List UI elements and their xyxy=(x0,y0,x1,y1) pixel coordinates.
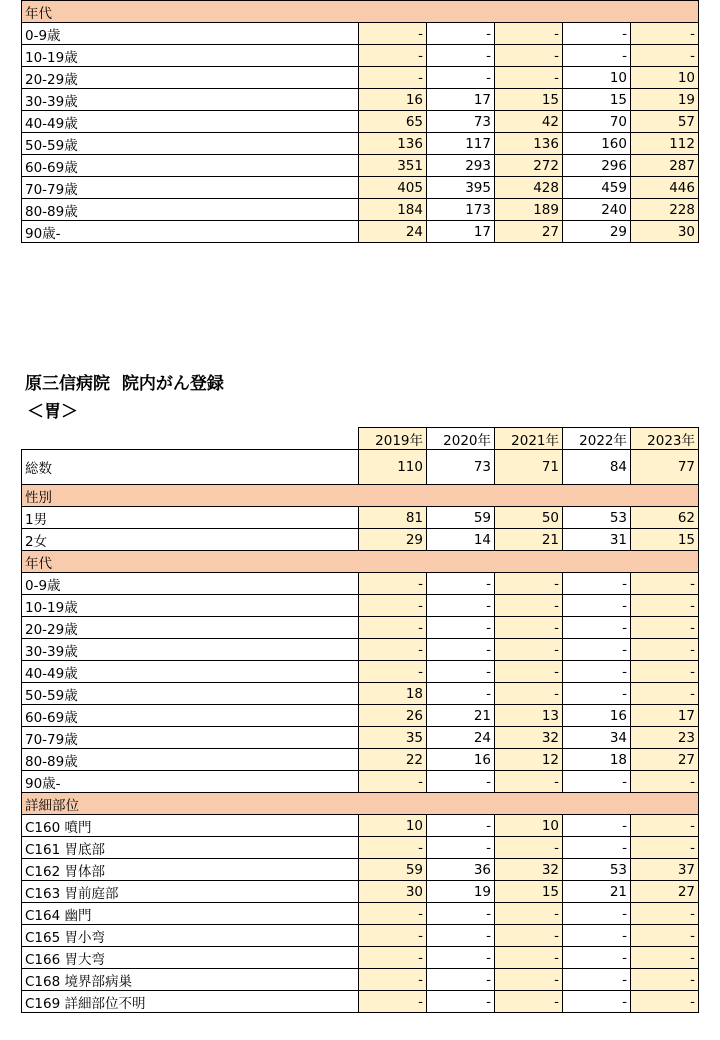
value-cell: - xyxy=(359,639,427,661)
value-cell: 73 xyxy=(427,450,495,485)
value-cell: - xyxy=(631,639,699,661)
value-cell: 189 xyxy=(495,199,563,221)
report-title xyxy=(25,370,224,426)
value-cell: 30 xyxy=(359,881,427,903)
row-label: 0-9歳 xyxy=(22,573,359,595)
value-cell: - xyxy=(427,947,495,969)
value-cell: 53 xyxy=(563,859,631,881)
value-cell: 10 xyxy=(495,815,563,837)
value-cell: 17 xyxy=(631,705,699,727)
value-cell: - xyxy=(359,991,427,1013)
value-cell: - xyxy=(631,45,699,67)
row-label: 90歳- xyxy=(22,221,359,243)
table-row xyxy=(22,947,699,969)
value-cell: 272 xyxy=(495,155,563,177)
value-cell: - xyxy=(563,815,631,837)
value-cell: - xyxy=(427,67,495,89)
row-label: 2女 xyxy=(22,529,359,551)
value-cell: - xyxy=(359,925,427,947)
row-label: 50-59歳 xyxy=(22,683,359,705)
year-header-row xyxy=(22,428,699,450)
value-cell: - xyxy=(427,683,495,705)
table-row xyxy=(22,111,699,133)
value-cell: - xyxy=(495,661,563,683)
value-cell: 31 xyxy=(563,529,631,551)
table-row xyxy=(22,639,699,661)
row-label: C165 胃小弯 xyxy=(22,925,359,947)
value-cell: - xyxy=(563,683,631,705)
table-row xyxy=(22,199,699,221)
table-row xyxy=(22,221,699,243)
section-header-row xyxy=(22,1,699,23)
value-cell: 228 xyxy=(631,199,699,221)
value-cell: 70 xyxy=(563,111,631,133)
table-row xyxy=(22,450,699,485)
value-cell: 293 xyxy=(427,155,495,177)
value-cell: 19 xyxy=(427,881,495,903)
value-cell: 16 xyxy=(563,705,631,727)
value-cell: - xyxy=(495,617,563,639)
value-cell: 24 xyxy=(359,221,427,243)
value-cell: 17 xyxy=(427,89,495,111)
value-cell: - xyxy=(359,23,427,45)
value-cell: - xyxy=(495,925,563,947)
table-row xyxy=(22,771,699,793)
value-cell: 59 xyxy=(427,507,495,529)
table-row xyxy=(22,727,699,749)
value-cell: - xyxy=(495,683,563,705)
value-cell: - xyxy=(495,67,563,89)
row-label: 0-9歳 xyxy=(22,23,359,45)
value-cell: - xyxy=(563,639,631,661)
value-cell: 112 xyxy=(631,133,699,155)
value-cell: - xyxy=(631,815,699,837)
row-label: C160 噴門 xyxy=(22,815,359,837)
value-cell: - xyxy=(427,661,495,683)
table-row xyxy=(22,859,699,881)
value-cell: - xyxy=(427,969,495,991)
value-cell: - xyxy=(427,639,495,661)
value-cell: 32 xyxy=(495,859,563,881)
row-label: 20-29歳 xyxy=(22,617,359,639)
value-cell: - xyxy=(495,837,563,859)
value-cell: 37 xyxy=(631,859,699,881)
value-cell: 29 xyxy=(359,529,427,551)
row-label: 60-69歳 xyxy=(22,705,359,727)
table-row xyxy=(22,45,699,67)
value-cell: 15 xyxy=(563,89,631,111)
row-label: 70-79歳 xyxy=(22,177,359,199)
value-cell: 35 xyxy=(359,727,427,749)
value-cell: 296 xyxy=(563,155,631,177)
value-cell: 21 xyxy=(563,881,631,903)
value-cell: 15 xyxy=(631,529,699,551)
value-cell: 27 xyxy=(631,749,699,771)
row-label: 50-59歳 xyxy=(22,133,359,155)
value-cell: - xyxy=(563,925,631,947)
value-cell: - xyxy=(427,815,495,837)
value-cell: - xyxy=(427,837,495,859)
value-cell: 84 xyxy=(563,450,631,485)
value-cell: 30 xyxy=(631,221,699,243)
hospital-title: 原三信病院 院内がん登録 xyxy=(25,374,224,394)
value-cell: - xyxy=(563,661,631,683)
value-cell: - xyxy=(359,573,427,595)
table-row xyxy=(22,683,699,705)
value-cell: - xyxy=(563,45,631,67)
value-cell: 73 xyxy=(427,111,495,133)
value-cell: - xyxy=(631,661,699,683)
value-cell: 36 xyxy=(427,859,495,881)
year-header: 2020年 xyxy=(427,428,495,450)
value-cell: 18 xyxy=(563,749,631,771)
table-row xyxy=(22,529,699,551)
section-header: 性別 xyxy=(22,485,699,507)
row-label: 10-19歳 xyxy=(22,595,359,617)
value-cell: 15 xyxy=(495,89,563,111)
section-header-row xyxy=(22,485,699,507)
value-cell: - xyxy=(495,947,563,969)
value-cell: 287 xyxy=(631,155,699,177)
value-cell: - xyxy=(427,45,495,67)
value-cell: 184 xyxy=(359,199,427,221)
value-cell: - xyxy=(631,771,699,793)
value-cell: 136 xyxy=(495,133,563,155)
value-cell: 71 xyxy=(495,450,563,485)
value-cell: - xyxy=(359,67,427,89)
value-cell: 42 xyxy=(495,111,563,133)
row-label: C161 胃底部 xyxy=(22,837,359,859)
value-cell: 16 xyxy=(427,749,495,771)
row-label: 70-79歳 xyxy=(22,727,359,749)
section-header: 詳細部位 xyxy=(22,793,699,815)
value-cell: - xyxy=(631,595,699,617)
year-header: 2022年 xyxy=(563,428,631,450)
table-row xyxy=(22,23,699,45)
value-cell: - xyxy=(359,969,427,991)
value-cell: - xyxy=(563,991,631,1013)
value-cell: 12 xyxy=(495,749,563,771)
value-cell: - xyxy=(427,771,495,793)
value-cell: - xyxy=(427,925,495,947)
table-row xyxy=(22,507,699,529)
value-cell: 240 xyxy=(563,199,631,221)
value-cell: 10 xyxy=(563,67,631,89)
year-header: 2021年 xyxy=(495,428,563,450)
value-cell: - xyxy=(359,947,427,969)
value-cell: - xyxy=(495,639,563,661)
table-row xyxy=(22,177,699,199)
value-cell: 15 xyxy=(495,881,563,903)
value-cell: 16 xyxy=(359,89,427,111)
value-cell: - xyxy=(495,23,563,45)
value-cell: 446 xyxy=(631,177,699,199)
value-cell: 53 xyxy=(563,507,631,529)
value-cell: 32 xyxy=(495,727,563,749)
value-cell: 117 xyxy=(427,133,495,155)
row-label: 20-29歳 xyxy=(22,67,359,89)
value-cell: 65 xyxy=(359,111,427,133)
value-cell: 17 xyxy=(427,221,495,243)
table-row xyxy=(22,617,699,639)
value-cell: - xyxy=(427,23,495,45)
value-cell: - xyxy=(495,969,563,991)
value-cell: - xyxy=(563,947,631,969)
value-cell: 351 xyxy=(359,155,427,177)
value-cell: 10 xyxy=(631,67,699,89)
value-cell: - xyxy=(495,903,563,925)
value-cell: 18 xyxy=(359,683,427,705)
value-cell: 57 xyxy=(631,111,699,133)
value-cell: - xyxy=(563,617,631,639)
section-header-row xyxy=(22,551,699,573)
value-cell: 405 xyxy=(359,177,427,199)
value-cell: - xyxy=(427,903,495,925)
table-row xyxy=(22,661,699,683)
table-row xyxy=(22,595,699,617)
value-cell: - xyxy=(631,573,699,595)
value-cell: - xyxy=(495,573,563,595)
table-row xyxy=(22,991,699,1013)
value-cell: - xyxy=(563,23,631,45)
value-cell: - xyxy=(563,573,631,595)
section-header-row xyxy=(22,793,699,815)
value-cell: 395 xyxy=(427,177,495,199)
value-cell: 14 xyxy=(427,529,495,551)
value-cell: - xyxy=(359,595,427,617)
row-label: 10-19歳 xyxy=(22,45,359,67)
row-label: 40-49歳 xyxy=(22,111,359,133)
value-cell: - xyxy=(631,903,699,925)
value-cell: - xyxy=(359,45,427,67)
value-cell: - xyxy=(495,45,563,67)
value-cell: - xyxy=(631,837,699,859)
value-cell: 22 xyxy=(359,749,427,771)
value-cell: 34 xyxy=(563,727,631,749)
value-cell: 21 xyxy=(495,529,563,551)
value-cell: 160 xyxy=(563,133,631,155)
table-row xyxy=(22,67,699,89)
value-cell: - xyxy=(427,617,495,639)
value-cell: 81 xyxy=(359,507,427,529)
value-cell: - xyxy=(563,837,631,859)
value-cell: 50 xyxy=(495,507,563,529)
value-cell: - xyxy=(631,925,699,947)
table-row xyxy=(22,925,699,947)
value-cell: 173 xyxy=(427,199,495,221)
row-label: 80-89歳 xyxy=(22,749,359,771)
value-cell: - xyxy=(563,903,631,925)
table-row xyxy=(22,89,699,111)
value-cell: - xyxy=(427,595,495,617)
organ-subtitle: ＜胃＞ xyxy=(27,402,78,422)
header-corner xyxy=(22,428,359,450)
value-cell: - xyxy=(563,771,631,793)
value-cell: 29 xyxy=(563,221,631,243)
value-cell: 62 xyxy=(631,507,699,529)
year-header: 2019年 xyxy=(359,428,427,450)
value-cell: 19 xyxy=(631,89,699,111)
value-cell: 27 xyxy=(631,881,699,903)
value-cell: - xyxy=(359,837,427,859)
year-header: 2023年 xyxy=(631,428,699,450)
value-cell: - xyxy=(359,661,427,683)
row-label: 40-49歳 xyxy=(22,661,359,683)
row-label: C166 胃大弯 xyxy=(22,947,359,969)
row-label: 30-39歳 xyxy=(22,89,359,111)
table-row xyxy=(22,705,699,727)
value-cell: 428 xyxy=(495,177,563,199)
value-cell: 10 xyxy=(359,815,427,837)
value-cell: - xyxy=(427,991,495,1013)
value-cell: 136 xyxy=(359,133,427,155)
row-label: 90歳- xyxy=(22,771,359,793)
value-cell: - xyxy=(631,23,699,45)
row-label: C162 胃体部 xyxy=(22,859,359,881)
value-cell: - xyxy=(563,595,631,617)
stomach-table xyxy=(21,427,699,1013)
table-row xyxy=(22,881,699,903)
value-cell: - xyxy=(631,969,699,991)
value-cell: - xyxy=(495,991,563,1013)
row-label: 60-69歳 xyxy=(22,155,359,177)
section-header: 年代 xyxy=(22,551,699,573)
table-row xyxy=(22,815,699,837)
value-cell: - xyxy=(631,991,699,1013)
value-cell: 13 xyxy=(495,705,563,727)
value-cell: - xyxy=(631,617,699,639)
value-cell: - xyxy=(359,617,427,639)
row-label: C164 幽門 xyxy=(22,903,359,925)
value-cell: 110 xyxy=(359,450,427,485)
age-table-top xyxy=(21,0,699,243)
value-cell: 459 xyxy=(563,177,631,199)
value-cell: 27 xyxy=(495,221,563,243)
value-cell: 26 xyxy=(359,705,427,727)
table-row xyxy=(22,837,699,859)
table-row xyxy=(22,749,699,771)
row-label: 30-39歳 xyxy=(22,639,359,661)
table-row xyxy=(22,903,699,925)
row-label: C163 胃前庭部 xyxy=(22,881,359,903)
value-cell: 77 xyxy=(631,450,699,485)
row-label: 1男 xyxy=(22,507,359,529)
row-label: 総数 xyxy=(22,450,359,485)
value-cell: - xyxy=(631,683,699,705)
value-cell: - xyxy=(495,771,563,793)
value-cell: - xyxy=(631,947,699,969)
value-cell: 24 xyxy=(427,727,495,749)
row-label: 80-89歳 xyxy=(22,199,359,221)
table-row xyxy=(22,573,699,595)
table-row xyxy=(22,133,699,155)
value-cell: - xyxy=(563,969,631,991)
value-cell: - xyxy=(359,771,427,793)
section-header: 年代 xyxy=(22,1,699,23)
value-cell: - xyxy=(495,595,563,617)
table-row xyxy=(22,155,699,177)
value-cell: - xyxy=(427,573,495,595)
value-cell: - xyxy=(359,903,427,925)
table-row xyxy=(22,969,699,991)
row-label: C169 詳細部位不明 xyxy=(22,991,359,1013)
row-label: C168 境界部病巣 xyxy=(22,969,359,991)
value-cell: 21 xyxy=(427,705,495,727)
value-cell: 59 xyxy=(359,859,427,881)
value-cell: 23 xyxy=(631,727,699,749)
